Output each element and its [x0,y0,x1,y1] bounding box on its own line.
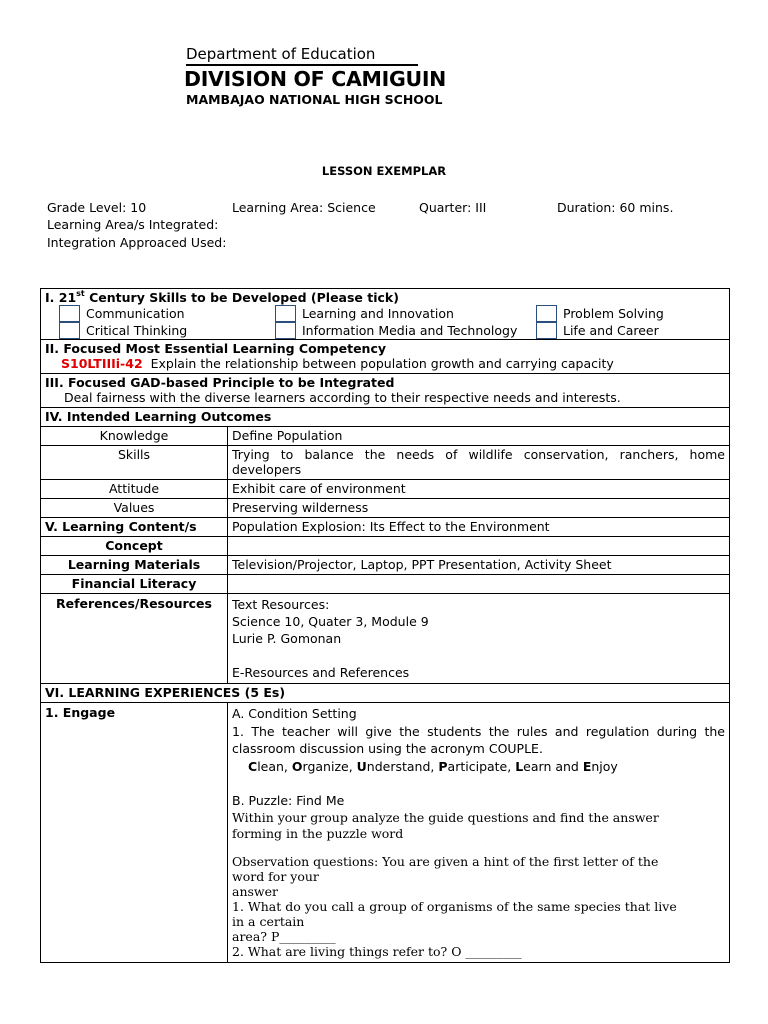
engage-content [228,703,730,963]
references-row [41,594,730,684]
quarter: Quarter: III [419,200,487,215]
skill-problem-solving[interactable] [536,305,664,322]
division-name: DIVISION OF CAMIGUIN [184,67,447,91]
financial-literacy-value [228,575,730,594]
outcome-value: Exhibit care of environment [228,480,730,499]
reference-line [232,647,725,664]
experiences-heading: VI. LEARNING EXPERIENCES (5 Es) [41,684,730,703]
couple-rest: articipate, [447,758,516,774]
content-row [41,518,730,537]
skill-critical-thinking[interactable] [59,322,187,339]
reference-line: E-Resources and References [232,665,410,680]
content-label: V. Learning Content/s [41,518,228,537]
outcomes-heading: IV. Intended Learning Outcomes [41,408,730,427]
skill-communication[interactable] [59,305,185,322]
question-1-line-1: 1. What do you call a group of organisms of the same species that live [232,898,677,914]
reference-line: Text Resources: [232,597,330,612]
integration-approach: Integration Approaced Used: [47,235,227,250]
skills-checklist [45,305,725,339]
competency-text: Explain the relationship between population growth and carrying capacity [150,356,614,371]
skill-learning-innovation[interactable] [275,305,454,322]
gad-heading: III. Focused GAD-based Principle to be Integrated [45,375,395,390]
school-name: MAMBAJAO NATIONAL HIGH SCHOOL [186,92,443,107]
skill-label: Information Media and Technology [302,323,518,338]
skill-label: Life and Career [563,323,659,338]
experiences-heading-row [41,684,730,703]
skill-checkbox[interactable] [59,322,80,339]
outcome-label: Values [41,499,228,518]
couple-initial: O [291,758,303,774]
skills-heading [45,290,725,305]
puzzle-instruction-1: Within your group analyze the guide questions and find the answer [232,809,659,825]
gad-row [41,374,730,408]
puzzle-heading: B. Puzzle: Find Me [232,793,345,808]
gad-text: Deal fairness with the diverse learners according to their respective needs and interests. [64,390,621,405]
observation-line-1: Observation questions: You are given a hint of the first letter of the [232,853,659,869]
question-2: 2. What are living things refer to? O _________ [232,943,522,959]
puzzle-instruction-2: forming in the puzzle word [232,825,404,841]
outcome-row [41,427,730,446]
skills-heading-prefix: I. 21 [45,290,77,305]
competency-heading: II. Focused Most Essential Learning Competency [45,341,387,356]
materials-row [41,556,730,575]
competency-code: S10LTIIIi-42 [61,356,143,371]
references-value [228,594,730,684]
outcome-row [41,499,730,518]
spacer [232,775,725,792]
reference-line: Lurie P. Gomonan [232,631,342,646]
couple-initial: P [438,758,448,774]
engage-label: 1. Engage [41,703,228,963]
skill-label: Problem Solving [563,306,664,321]
couple-rest: rganize, [302,758,357,774]
competency-body [45,356,725,371]
couple-rest: nderstand, [366,758,439,774]
outcome-row [41,480,730,499]
condition-text: 1. The teacher will give the students the rules and regulation during the classroom discussion using the acronym COUPLE. [232,723,725,756]
content-value: Population Explosion: Its Effect to the Environment [228,518,730,537]
financial-literacy-label: Financial Literacy [41,575,228,594]
outcome-value: Define Population [228,427,730,446]
condition-heading: A. Condition Setting [232,706,357,721]
duration: Duration: 60 mins. [557,200,674,215]
concept-value [228,537,730,556]
skill-life-career[interactable] [536,322,659,339]
skill-checkbox[interactable] [275,322,296,339]
financial-literacy-row [41,575,730,594]
skills-row [41,289,730,340]
skill-checkbox[interactable] [59,305,80,322]
outcome-row [41,446,730,480]
outcome-label: Attitude [41,480,228,499]
couple-initial: E [582,758,592,774]
couple-acronym [232,758,725,776]
skill-checkbox[interactable] [275,305,296,322]
couple-initial: L [515,758,524,774]
question-1-line-2: in a certain [232,913,305,929]
couple-rest: earn and [523,758,583,774]
observation-line-3: answer [232,883,278,899]
references-label: References/Resources [41,594,228,684]
concept-row [41,537,730,556]
outcome-value: Trying to balance the needs of wildlife conservation, ranchers, home developers [228,446,730,480]
materials-value: Television/Projector, Laptop, PPT Presentation, Activity Sheet [228,556,730,575]
spacer [232,842,725,854]
skill-label: Learning and Innovation [302,306,454,321]
materials-label: Learning Materials [41,556,228,575]
skill-checkbox[interactable] [536,322,557,339]
outcome-label: Knowledge [41,427,228,446]
learning-areas-integrated: Learning Area/s Integrated: [47,217,219,232]
learning-area: Learning Area: Science [232,200,376,215]
lesson-table [40,288,730,963]
grade-level: Grade Level: 10 [47,200,147,215]
outcome-value: Preserving wilderness [228,499,730,518]
skill-info-media-tech[interactable] [275,322,517,339]
skill-label: Communication [86,306,185,321]
department-name: Department of Education [186,45,376,63]
couple-initial: C [248,758,258,774]
concept-label: Concept [41,537,228,556]
skills-heading-suffix: Century Skills to be Developed (Please tick) [84,290,399,305]
outcomes-heading-row [41,408,730,427]
couple-rest: lean, [257,758,292,774]
question-1-line-3: area? P_________ [232,928,336,944]
couple-rest: njoy [591,758,618,774]
skill-label: Critical Thinking [86,323,188,338]
outcome-label: Skills [41,446,228,480]
reference-line: Science 10, Quater 3, Module 9 [232,614,429,629]
skills-heading-sup: st [76,288,85,298]
observation-line-2: word for your [232,868,319,884]
skill-checkbox[interactable] [536,305,557,322]
competency-row [41,340,730,374]
engage-row [41,703,730,963]
couple-initial: U [356,758,367,774]
document-title: LESSON EXEMPLAR [321,164,447,178]
